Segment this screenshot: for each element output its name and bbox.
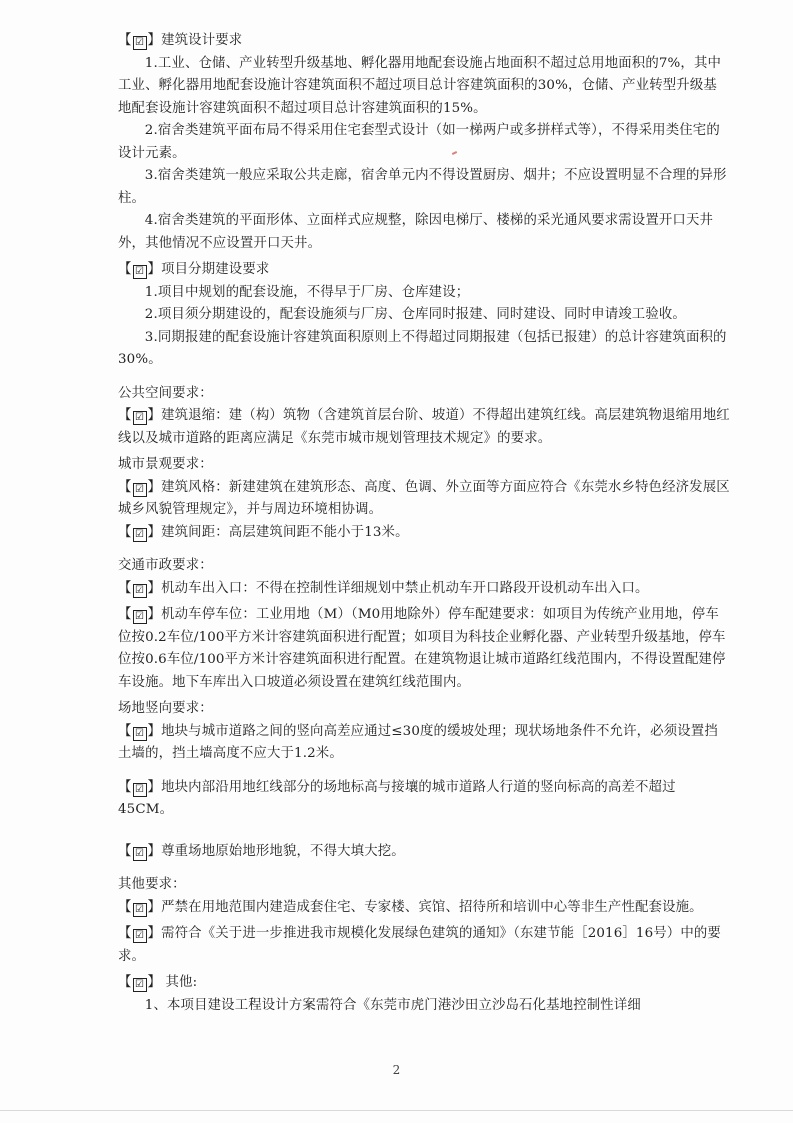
document-body (118, 30, 730, 1017)
design-item-2: 2.宿舍类建筑平面布局不得采用住宅套型式设计（如一梯两户或多拼样式等），不得采用类住宅的设计元素。 (118, 123, 720, 161)
checkbox-icon: ☑ (133, 610, 147, 624)
site-item-3: 【 ☑ 】尊重场地原始地形地貌，不得大填大挖。 (118, 843, 405, 859)
public-space-item-1: 【 ☑ 】建筑退缩：建（构）筑物（含建筑首层台阶、坡道）不得超出建筑红线。高层建筑物退缩用地红线以及城市道路的距离应满足《东莞市城市规划管理技术规定》的要求。 (118, 408, 730, 446)
landscape-heading: 城市景观要求： (118, 457, 213, 472)
checkbox-icon: ☑ (133, 36, 147, 50)
checkbox-icon: ☑ (133, 783, 147, 797)
traffic-item-1: 【 ☑ 】机动车出入口：不得在控制性详细规划中禁止机动车开口路段开设机动车出入口。 (118, 580, 649, 596)
site-heading: 场地竖向要求： (118, 701, 213, 716)
landscape-item-1: 【 ☑ 】建筑风格：新建建筑在建筑形态、高度、色调、外立面等方面应符合《东莞水乡特色经济发展区城乡风貌管理规定》，并与周边环境相协调。 (118, 479, 730, 517)
design-item-3: 3.宿舍类建筑一般应采取公共走廊，宿舍单元内不得设置厨房、烟井；不应设置明显不合理的异形柱。 (118, 168, 727, 206)
landscape-item-2: 【 ☑ 】建筑间距：高层建筑间距不能小于13米。 (118, 524, 409, 540)
design-section-title: 建筑设计要求 (161, 33, 243, 48)
checkbox-icon: ☑ (133, 584, 147, 598)
phase-item-1: 1.项目中规划的配套设施，不得早于厂房、仓库建设； (144, 284, 470, 300)
checkbox-icon: ☑ (133, 483, 147, 497)
phase-item-3: 3.同期报建的配套设施计容建筑面积原则上不得超过同期报建（包括已报建）的总计容建筑面积的30%。 (118, 329, 727, 367)
checkbox-icon: ☑ (133, 265, 147, 279)
phase-section-heading: 【 ☑ 】项目分期建设要求 (118, 262, 270, 277)
checkbox-icon: ☑ (133, 411, 147, 425)
phase-item-2: 2.项目须分期建设的，配套设施须与厂房、仓库同时报建、同时建设、同时申请竣工验收。 (144, 307, 686, 322)
page-bottom-divider (0, 1110, 793, 1111)
site-item-2: 【 ☑ 】地块内部沿用地红线部分的场地标高与接壤的城市道路人行道的竖向标高的高差不超过45CM。 (118, 779, 676, 817)
site-item-1: 【 ☑ 】地块与城市道路之间的竖向高差应通过≤30度的缓坡处理；现状场地条件不允许，必须设置挡土墙的，挡土墙高度不应大于1.2米。 (118, 723, 718, 761)
traffic-item-2: 【 ☑ 】机动车停车位：工业用地（M）（M0用地除外）停车配建要求：如项目为传统产业用地，停车位按0.2车位/100平方米计容建筑面积进行配置；如项目为科技企业孵化器、产业转型升级基地，停车位按0.6车位/100平方米计容建筑面积进行配置。在建筑物退让城市道路红线范围内，不得设置配建停车设施。地下车库出入口坡道必须设置在建筑红线范围内。 (118, 607, 726, 690)
page-number: 2 (392, 1063, 401, 1077)
phase-section-title: 项目分期建设要求 (161, 262, 270, 277)
design-section-heading: 【 ☑ 】建筑设计要求 (118, 33, 243, 48)
checkbox-icon: ☑ (133, 727, 147, 741)
misc-section-title: 其他: (161, 975, 198, 990)
checkbox-icon: ☑ (133, 528, 147, 542)
misc-section-heading: 【 ☑ 】 其他: (118, 975, 198, 990)
checkbox-icon: ☑ (133, 978, 147, 992)
other-item-1: 【 ☑ 】严禁在用地范围内建造成套住宅、专家楼、宾馆、招待所和培训中心等非生产性配套设施。 (118, 899, 703, 915)
other-item-2: 【 ☑ 】需符合《关于进一步推进我市规模化发展绿色建筑的通知》（东建节能［2016］16号）中的要求。 (118, 926, 721, 964)
misc-item-1: 1、本项目建设工程设计方案需符合《东莞市虎门港沙田立沙岛石化基地控制性详细 (144, 997, 641, 1013)
design-item-1: 1.工业、仓储、产业转型升级基地、孵化器用地配套设施占地面积不超过总用地面积的7%，其中工业、孵化器用地配套设施计容建筑面积不超过项目总计容建筑面积的30%，仓储、产业转型升级基地配套设施计容建筑面积不超过项目总计容建筑面积的15%。 (118, 55, 722, 116)
public-space-heading: 公共空间要求： (118, 385, 213, 401)
checkbox-icon: ☑ (133, 903, 147, 917)
checkbox-icon: ☑ (133, 929, 147, 943)
other-heading: 其他要求： (118, 877, 186, 892)
design-item-4: 4.宿舍类建筑的平面形体、立面样式应规整，除因电梯厅、楼梯的采光通风要求需设置开口天井外，其他情况不应设置开口天井。 (118, 213, 714, 251)
checkbox-icon: ☑ (133, 847, 147, 861)
traffic-heading: 交通市政要求： (118, 558, 213, 573)
